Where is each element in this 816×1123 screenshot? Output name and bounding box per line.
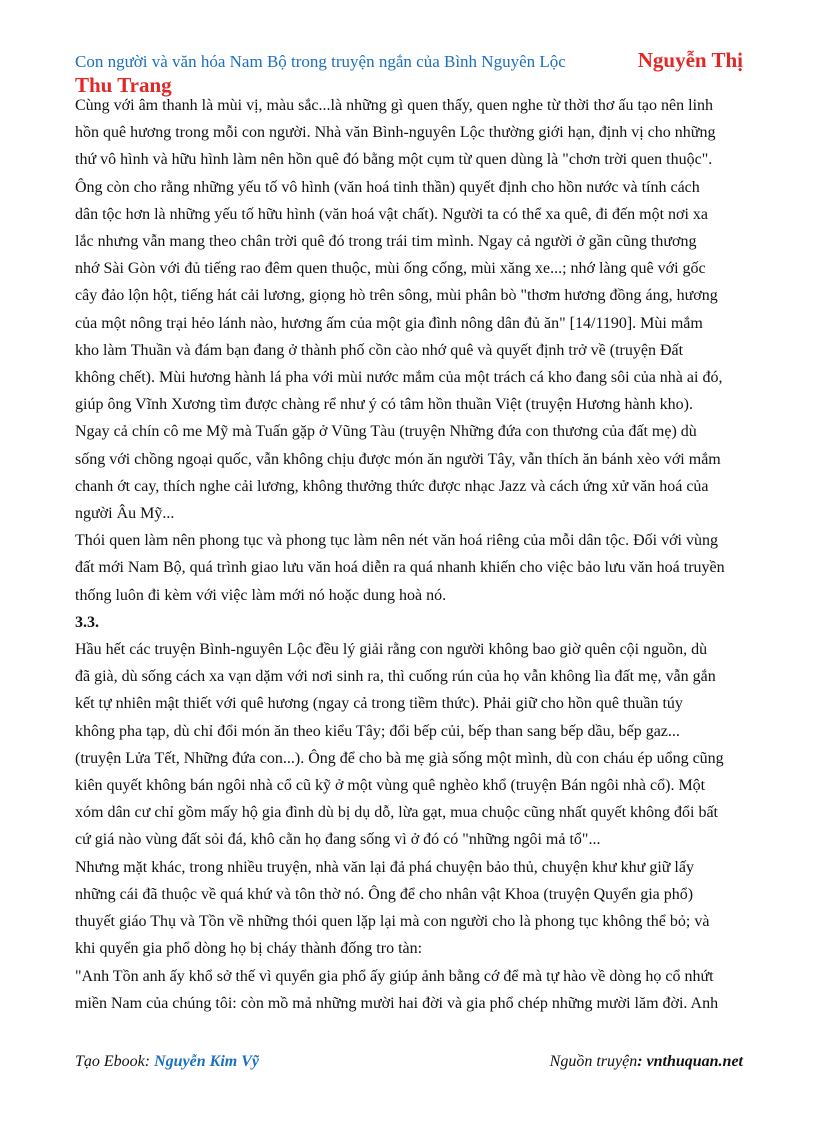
source-site: vnthuquan.net bbox=[646, 1053, 743, 1070]
source-credit-label: Nguồn truyện bbox=[549, 1053, 638, 1070]
text-line: khi quyển gia phổ dòng họ bị cháy thành đống tro tàn: bbox=[75, 940, 423, 958]
text-line: kiên quyết không bán ngôi nhà cổ cũ kỹ ở một vùng quê nghèo khổ (truyện Bán ngôi nhà cổ). Một bbox=[75, 777, 706, 795]
text-line: không pha tạp, dù chỉ đổi món ăn theo kiểu Tây; đổi bếp củi, bếp than sang bếp dầu, bếp gaz... bbox=[75, 722, 680, 740]
text-line: người Âu Mỹ... bbox=[75, 505, 175, 523]
section-heading: 3.3. bbox=[75, 613, 99, 631]
text-line: những cái đã thuộc về quá khứ và tôn thờ nó. Ông để cho nhân vật Khoa (truyện Quyển gia phổ) bbox=[75, 885, 694, 903]
text-line: dân tộc hơn là những yếu tố hữu hình (văn hoá vật chất). Người ta có thể xa quê, đi đến một nơi xa bbox=[75, 205, 709, 223]
source-credit-separator: : bbox=[637, 1053, 647, 1070]
ebook-creator-name: Nguyễn Kim Vỹ bbox=[154, 1053, 259, 1070]
page-header bbox=[75, 48, 743, 98]
text-line: kho làm Thuần và đám bạn đang ở thành phố cồn cào nhớ quê và quyết định trở về (truyện Đất bbox=[75, 341, 684, 359]
text-line: lắc nhưng vẫn mang theo chân trời quê đó trong trái tim mình. Ngay cả người ở gần cũng thương bbox=[75, 233, 697, 251]
text-line: (truyện Lửa Tết, Những đứa con...). Ông để cho bà mẹ già sống một mình, dù con cháu ép uổng cũng bbox=[75, 749, 724, 767]
text-line: đã già, dù sống cách xa vạn dặm với nơi sinh ra, thì cuống rún của họ vẫn không lìa đất mẹ, vẫn gắn bbox=[75, 668, 716, 686]
ebook-credit bbox=[75, 1053, 259, 1071]
text-line: chanh ớt cay, thích nghe cải lương, không thưởng thức được nhạc Jazz và cách ứng xử văn hoá của bbox=[75, 477, 709, 495]
text-line: cây đảo lộn hột, tiếng hát cải lương, giọng hò trên sông, mùi phân bò "thơm hương đồng áng, hương bbox=[75, 287, 718, 305]
text-line: thuyết giáo Thụ và Tồn về những thói quen lặp lại mà con người cho là phong tục không thể bỏ; và bbox=[75, 913, 710, 931]
ebook-credit-separator: : bbox=[144, 1053, 155, 1070]
text-line: đất mới Nam Bộ, quá trình giao lưu văn hoá diễn ra quá nhanh khiến cho việc bảo lưu văn hoá truyền bbox=[75, 559, 725, 577]
text-line: sống với chồng ngoại quốc, vẫn không chịu được món ăn người Tây, vẫn thích ăn bánh xèo với mắm bbox=[75, 450, 721, 468]
text-line: Thói quen làm nên phong tục và phong tục làm nên nét văn hoá riêng của mỗi dân tộc. Đối với vùng bbox=[75, 532, 718, 550]
text-line: Cùng với âm thanh là mùi vị, màu sắc...là những gì quen thấy, quen nghe từ thời thơ ấu tạo nên linh bbox=[75, 97, 714, 114]
author-name-line-1: Nguyễn Thị bbox=[637, 48, 743, 72]
author-name-line-2: Thu Trang bbox=[75, 73, 172, 97]
text-line: Ông còn cho rằng những yếu tố vô hình (văn hoá tinh thần) quyết định cho hồn nước và tính cách bbox=[75, 178, 700, 196]
text-line: Ngay cả chín cô me Mỹ mà Tuấn gặp ở Vũng Tàu (truyện Những đứa con thương của đất mẹ) dù bbox=[75, 423, 697, 441]
text-line: kết tự nhiên mật thiết với quê hương (ngay cả trong tiềm thức). Phải giữ cho hồn quê thuần túy bbox=[75, 695, 683, 713]
text-line: thứ vô hình và hữu hình làm nên hồn quê đó bằng một cụm từ quen dùng là "chơn trời quen thuộc". bbox=[75, 151, 713, 169]
text-line: Nhưng mặt khác, trong nhiều truyện, nhà văn lại đả phá chuyện bảo thủ, chuyện khư khư giữ lấy bbox=[75, 858, 694, 876]
document-title: Con người và văn hóa Nam Bộ trong truyện ngắn của Bình Nguyên Lộc bbox=[75, 52, 566, 71]
text-line: không chết). Mùi hương hành lá pha với mùi nước mắm của một trách cá kho đang sôi của nhà ai đó, bbox=[75, 369, 723, 387]
text-line: Hầu hết các truyện Bình-nguyên Lộc đều lý giải rằng con người không bao giờ quên cội nguồn, dù bbox=[75, 641, 708, 659]
text-line: miền Nam của chúng tôi: còn mồ mả những mười hai đời và gia phổ chép những mười lăm đời. Anh bbox=[75, 994, 719, 1012]
text-line: giúp ông Vĩnh Xương tìm được chàng rể như ý có tâm hồn thuần Việt (truyện Hương hành kho). bbox=[75, 396, 693, 414]
text-line: hồn quê hương trong mỗi con người. Nhà văn Bình-nguyên Lộc thường giới hạn, định vị cho những bbox=[75, 124, 716, 142]
text-line: thống luôn đi kèm với việc làm mới nó hoặc dung hoà nó. bbox=[75, 586, 447, 604]
text-line: "Anh Tồn anh ấy khổ sở thế vì quyển gia phổ ấy giúp ảnh bằng cớ để mà tự hào về dòng họ cổ nhứt bbox=[75, 967, 714, 985]
page-footer bbox=[75, 1053, 743, 1077]
text-line: của một nông trại hẻo lánh nào, hương ấm của một gia đình nông dân đủ ăn" [14/1190]. Mùi mắm bbox=[75, 314, 703, 332]
body-text bbox=[75, 92, 743, 1017]
source-credit bbox=[550, 1053, 743, 1071]
ebook-credit-label: Tạo Ebook bbox=[75, 1053, 145, 1070]
text-line: cứ giá nào vùng đất sỏi đá, khô cằn họ đang sống vì ở đó có "những ngôi mả tổ"... bbox=[75, 831, 601, 849]
text-line: nhớ Sài Gòn với đủ tiếng rao đêm quen thuộc, mùi ống cống, mùi xăng xe...; nhớ làng quê với gốc bbox=[75, 260, 706, 278]
text-line: xóm dân cư chỉ gồm mấy hộ gia đình dù bị dụ dỗ, lừa gạt, mua chuộc cũng nhất quyết không đổi bất bbox=[75, 804, 718, 822]
